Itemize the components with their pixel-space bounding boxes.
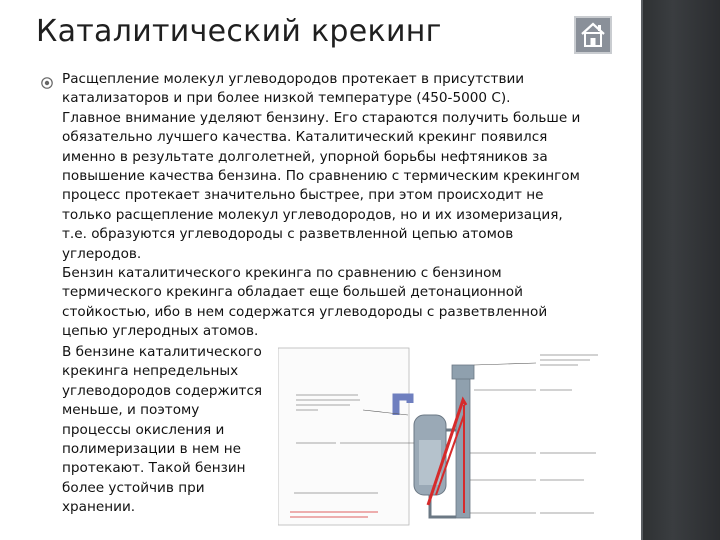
circle-bullet-icon [40, 76, 54, 90]
slide-title: Каталитический крекинг [36, 14, 442, 49]
right-sidebar [641, 0, 720, 540]
cracking-unit-figure [278, 345, 633, 530]
paragraph-2: Бензин каталитического крекинга по сравнению с бензином термического крекинга обладает еще большей детонационной стойкостью, ибо в нем содержатся углеводороды с разветвленной цепью углеродных атомов. [62, 265, 548, 340]
paragraph-1: Расщепление молекул углеводородов протекает в присутствии катализаторов и при более низкой температуре (450-5000 С). Главное внимание уделяют бензину. Его стараются получить больше и обязательно лучшего качества. Каталитический крекинг появился именно в результате долголетней, упорной борьбы нефтяников за повышение качества бензина. По сравнению с термическим крекингом процесс протекает значительно быстрее, при этом происходит не только расщепление молекул углеводородов, но и их изомеризация, т.е. образуются углеводороды с разветвленной цепью атомов углеродов. [62, 71, 581, 262]
leader-line [474, 363, 536, 365]
regenerator-top [452, 365, 474, 379]
body-text [62, 70, 602, 342]
home-button[interactable] [574, 16, 612, 54]
diagram-frame [278, 348, 409, 525]
paragraph-3: В бензине каталитического крекинга непредельных углеводородов содержится меньше, и поэтому процессы окисления и полимеризации в нем не протекают. Такой бензин более устойчив при хранении. [62, 344, 263, 516]
pipe-b [430, 495, 456, 517]
cracking-unit-diagram [278, 345, 633, 530]
home-icon [579, 21, 607, 49]
